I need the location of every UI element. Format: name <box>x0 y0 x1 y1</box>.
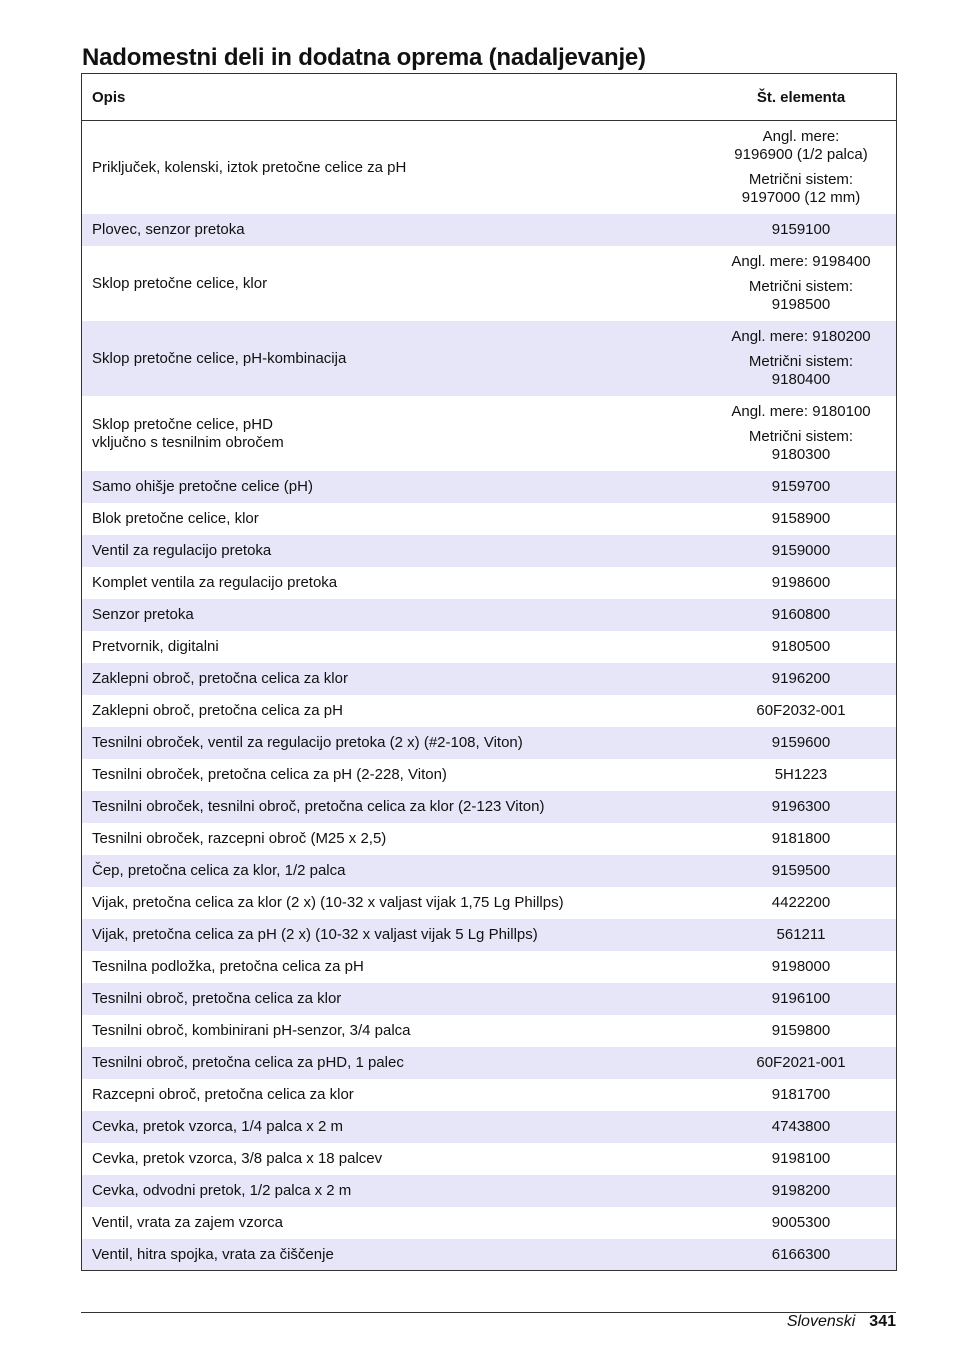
row-item-number <box>706 574 896 592</box>
table-row <box>82 1207 896 1239</box>
item-number-text: Angl. mere: 9196900 (1/2 palca) <box>734 128 868 163</box>
item-number-text: 9159000 <box>771 542 831 559</box>
row-description <box>82 1086 706 1104</box>
item-number-text: 4743800 <box>771 1118 831 1135</box>
row-description <box>82 734 706 752</box>
item-number-text: 9159600 <box>771 734 831 751</box>
page-number: 341 <box>869 1313 896 1330</box>
row-description <box>82 766 706 784</box>
item-number-text: 9196200 <box>771 670 831 687</box>
table-row <box>82 759 896 791</box>
table-row <box>82 535 896 567</box>
description-text: Tesnilna podložka, pretočna celica za pH <box>92 958 364 975</box>
item-number-text: Angl. mere: 9180200 <box>731 328 871 345</box>
description-text: Pretvornik, digitalni <box>92 638 219 655</box>
row-item-number <box>706 958 896 976</box>
description-text: Tesnilni obroček, pretočna celica za pH (2-228, Viton) <box>92 766 447 783</box>
row-item-number <box>706 894 896 912</box>
table-row <box>82 919 896 951</box>
description-text: Sklop pretočne celice, pHD vključno s tesnilnim obročem <box>92 415 284 451</box>
row-description <box>82 1150 706 1168</box>
row-item-number <box>706 510 896 528</box>
item-number-text: 9196300 <box>771 798 831 815</box>
item-number-text: 9181700 <box>771 1086 831 1103</box>
item-number-text: 9005300 <box>771 1214 831 1231</box>
header-description: Opis <box>92 88 126 106</box>
table-row <box>82 951 896 983</box>
table-row <box>82 823 896 855</box>
table-row <box>82 471 896 503</box>
table-body <box>82 121 896 1270</box>
item-number-text: Angl. mere: 9198400 <box>731 253 871 270</box>
row-item-number <box>706 1214 896 1232</box>
row-description <box>82 1182 706 1200</box>
description-text: Tesnilni obroček, tesnilni obroč, pretočna celica za klor (2-123 Viton) <box>92 798 545 815</box>
description-text: Sklop pretočne celice, pH-kombinacija <box>92 349 347 367</box>
row-description <box>82 1022 706 1040</box>
description-text: Komplet ventila za regulacijo pretoka <box>92 574 338 591</box>
row-description <box>82 1214 706 1232</box>
description-text: Vijak, pretočna celica za klor (2 x) (10-32 x valjast vijak 1,75 Lg Phillps) <box>92 894 564 911</box>
table-row <box>82 855 896 887</box>
row-item-number <box>706 670 896 688</box>
table-row <box>82 396 896 471</box>
row-item-number <box>706 1022 896 1040</box>
table-row <box>82 631 896 663</box>
item-number-text: Metrični sistem: 9180400 <box>748 353 854 388</box>
description-text: Razcepni obroč, pretočna celica za klor <box>92 1086 354 1103</box>
row-item-number <box>706 221 896 239</box>
description-text: Zaklepni obroč, pretočna celica za klor <box>92 670 348 687</box>
item-number-text: 9160800 <box>771 606 831 623</box>
item-number-text: Metrični sistem: 9197000 (12 mm) <box>741 171 861 206</box>
row-item-number <box>706 606 896 624</box>
row-description <box>82 510 706 528</box>
description-text: Ventil za regulacijo pretoka <box>92 542 272 559</box>
row-description <box>82 478 706 496</box>
description-text: Čep, pretočna celica za klor, 1/2 palca <box>92 862 346 879</box>
item-number-text: 9198200 <box>771 1182 831 1199</box>
row-item-number <box>706 798 896 816</box>
row-item-number <box>706 926 896 944</box>
row-item-number <box>706 403 896 464</box>
row-description <box>82 542 706 560</box>
page-title: Nadomestni deli in dodatna oprema (nadaljevanje) <box>82 44 646 71</box>
description-text: Tesnilni obroček, ventil za regulacijo pretoka (2 x) (#2-108, Viton) <box>92 734 523 751</box>
row-description <box>82 275 706 293</box>
row-description <box>82 798 706 816</box>
row-item-number <box>706 1182 896 1200</box>
row-item-number <box>706 702 896 720</box>
description-text: Tesnilni obroč, kombinirani pH-senzor, 3/4 palca <box>92 1022 411 1039</box>
row-item-number <box>706 766 896 784</box>
row-item-number <box>706 1054 896 1072</box>
description-text: Blok pretočne celice, klor <box>92 510 259 527</box>
table-row <box>82 599 896 631</box>
row-item-number <box>706 638 896 656</box>
table-header <box>82 74 896 121</box>
description-text: Tesnilni obroček, razcepni obroč (M25 x 2,5) <box>92 830 387 847</box>
table-row <box>82 791 896 823</box>
row-description <box>82 606 706 624</box>
row-description <box>82 574 706 592</box>
row-description <box>82 1118 706 1136</box>
row-description <box>82 1054 706 1072</box>
row-description <box>82 416 706 452</box>
table-row <box>82 1111 896 1143</box>
row-description <box>82 830 706 848</box>
item-number-text: 60F2021-001 <box>756 1054 846 1071</box>
row-item-number <box>706 830 896 848</box>
parts-table <box>81 73 897 1271</box>
row-item-number <box>706 1086 896 1104</box>
table-row <box>82 1047 896 1079</box>
description-text: Ventil, vrata za zajem vzorca <box>92 1214 283 1231</box>
row-description <box>82 1246 706 1264</box>
description-text: Priključek, kolenski, iztok pretočne celice za pH <box>92 158 407 176</box>
table-row <box>82 567 896 599</box>
row-item-number <box>706 1118 896 1136</box>
item-number-text: 9158900 <box>771 510 831 527</box>
table-row <box>82 887 896 919</box>
row-description <box>82 862 706 880</box>
item-number-text: 60F2032-001 <box>756 702 846 719</box>
description-text: Zaklepni obroč, pretočna celica za pH <box>92 702 343 719</box>
item-number-text: 4422200 <box>771 894 831 911</box>
row-description <box>82 958 706 976</box>
table-row <box>82 727 896 759</box>
item-number-text: 5H1223 <box>774 766 828 783</box>
row-description <box>82 221 706 239</box>
row-item-number <box>706 253 896 314</box>
table-row <box>82 1239 896 1270</box>
row-description <box>82 990 706 1008</box>
description-text: Cevka, pretok vzorca, 1/4 palca x 2 m <box>92 1118 343 1135</box>
item-number-text: 9198000 <box>771 958 831 975</box>
table-row <box>82 214 896 246</box>
item-number-text: 9198100 <box>771 1150 831 1167</box>
item-number-text: Metrični sistem: 9198500 <box>748 278 854 313</box>
row-item-number <box>706 1246 896 1264</box>
table-row <box>82 1015 896 1047</box>
item-number-text: 9196100 <box>771 990 831 1007</box>
row-item-number <box>706 478 896 496</box>
table-row <box>82 321 896 396</box>
table-row <box>82 695 896 727</box>
item-number-text: 9159500 <box>771 862 831 879</box>
item-number-text: 9159800 <box>771 1022 831 1039</box>
row-description <box>82 638 706 656</box>
description-text: Sklop pretočne celice, klor <box>92 274 268 292</box>
item-number-text: 9180500 <box>771 638 831 655</box>
row-description <box>82 894 706 912</box>
table-row <box>82 121 896 214</box>
description-text: Ventil, hitra spojka, vrata za čiščenje <box>92 1245 334 1263</box>
row-item-number <box>706 862 896 880</box>
row-item-number <box>706 542 896 560</box>
table-row <box>82 503 896 535</box>
footer-divider <box>81 1312 896 1313</box>
description-text: Vijak, pretočna celica za pH (2 x) (10-32 x valjast vijak 5 Lg Phillps) <box>92 926 538 943</box>
description-text: Cevka, odvodni pretok, 1/2 palca x 2 m <box>92 1182 352 1199</box>
item-number-text: 9159700 <box>771 478 831 495</box>
description-text: Tesnilni obroč, pretočna celica za pHD, 1 palec <box>92 1054 404 1071</box>
item-number-text: 9159100 <box>771 221 831 238</box>
description-text: Cevka, pretok vzorca, 3/8 palca x 18 palcev <box>92 1150 383 1167</box>
row-description <box>82 926 706 944</box>
page-footer <box>787 1313 896 1331</box>
row-item-number <box>706 328 896 389</box>
item-number-text: 9198600 <box>771 574 831 591</box>
row-description <box>82 702 706 720</box>
table-row <box>82 1079 896 1111</box>
item-number-text: Metrični sistem: 9180300 <box>748 428 854 463</box>
table-row <box>82 1143 896 1175</box>
description-text: Samo ohišje pretočne celice (pH) <box>92 478 313 495</box>
description-text: Senzor pretoka <box>92 606 194 623</box>
table-row <box>82 663 896 695</box>
item-number-text: Angl. mere: 9180100 <box>731 403 871 420</box>
row-item-number <box>706 990 896 1008</box>
table-row <box>82 1175 896 1207</box>
row-item-number <box>706 128 896 207</box>
item-number-text: 6166300 <box>771 1245 831 1263</box>
row-item-number <box>706 734 896 752</box>
row-description <box>82 350 706 368</box>
table-row <box>82 246 896 321</box>
description-text: Tesnilni obroč, pretočna celica za klor <box>92 990 342 1007</box>
item-number-text: 9181800 <box>771 830 831 847</box>
description-text: Plovec, senzor pretoka <box>92 221 245 238</box>
footer-language: Slovenski <box>786 1313 856 1330</box>
row-description <box>82 670 706 688</box>
item-number-text: 561211 <box>776 926 826 943</box>
table-row <box>82 983 896 1015</box>
row-item-number <box>706 1150 896 1168</box>
header-item-number: Št. elementa <box>756 88 846 106</box>
row-description <box>82 159 706 177</box>
